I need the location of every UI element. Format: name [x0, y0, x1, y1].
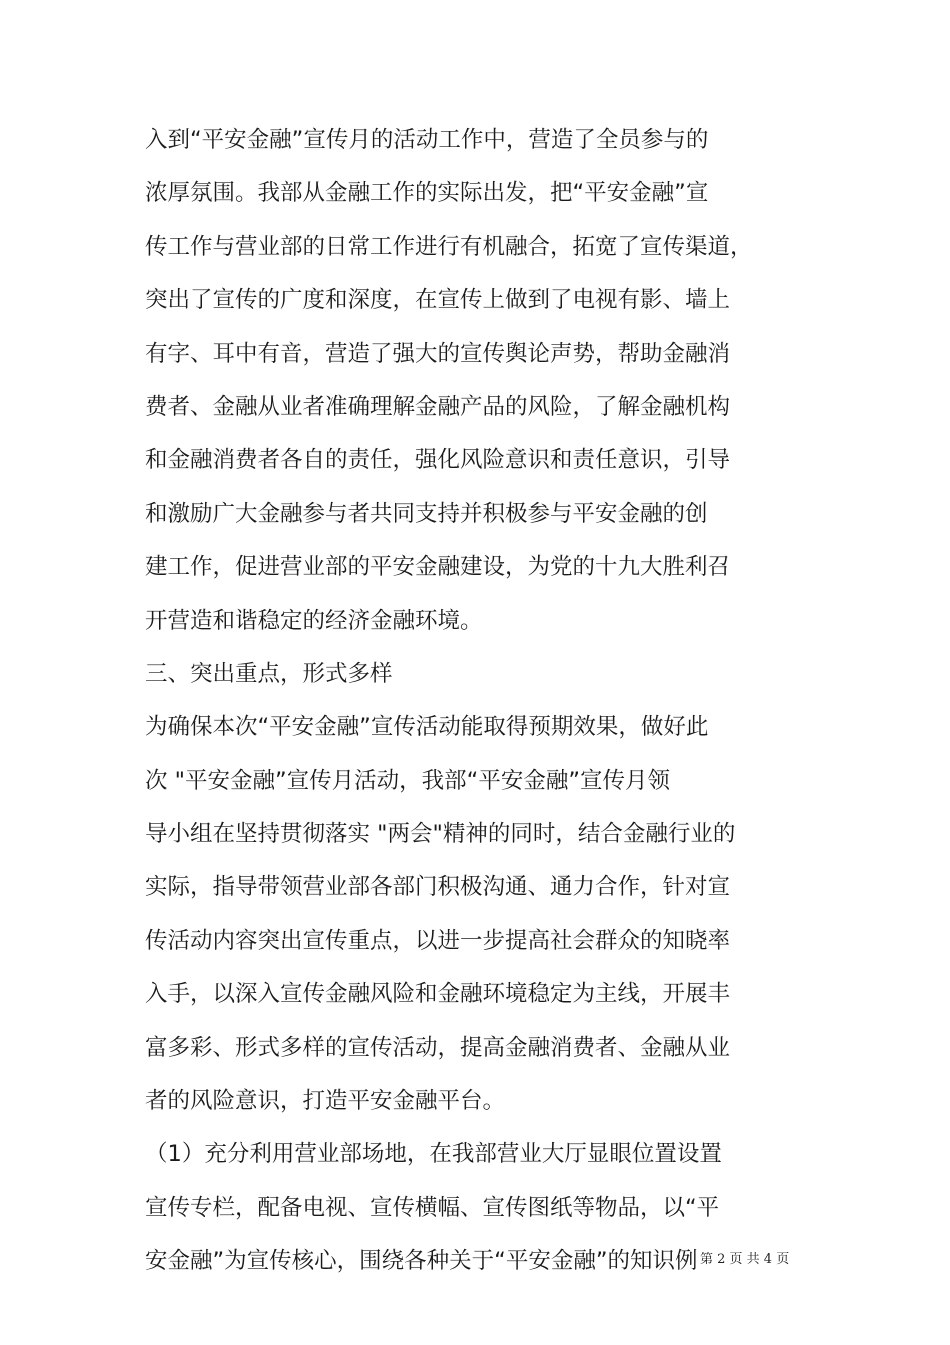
text-line: 传工作与营业部的日常工作进行有机融合，拓宽了宣传渠道， — [145, 233, 753, 260]
text-line: 有字、耳中有音，营造了强大的宣传舆论声势，帮助金融消 — [145, 340, 731, 367]
text-line: 次 "平安金融”宣传月活动，我部“平安金融”宣传月领 — [145, 767, 670, 794]
body-text — [145, 118, 805, 1293]
text-line: 开营造和谐稳定的经济金融环境。 — [145, 607, 483, 634]
text-line: 和金融消费者各自的责任，强化风险意识和责任意识，引导 — [145, 447, 731, 474]
text-line: 宣传专栏，配备电视、宣传横幅、宣传图纸等物品，以“平 — [145, 1194, 720, 1221]
text-line: 浓厚氛围。我部从金融工作的实际出发，把“平安金融”宣 — [145, 180, 709, 207]
text-line: 导小组在坚持贯彻落实 "两会"精神的同时，结合金融行业的 — [145, 821, 736, 848]
text-line: 入手，以深入宣传金融风险和金融环境稳定为主线，开展丰 — [145, 981, 731, 1008]
page-number-footer: 第 2 页 共 4 页 — [700, 1252, 790, 1267]
text-line: 入到“平安金融”宣传月的活动工作中，营造了全员参与的 — [145, 127, 709, 153]
list-item-heading: （1）充分利用营业部场地，在我部营业大厅显眼位置设置 — [145, 1141, 722, 1168]
text-line: 实际，指导带领营业部各部门积极沟通、通力合作，针对宣 — [145, 874, 731, 901]
text-line: 富多彩、形式多样的宣传活动，提高金融消费者、金融从业 — [145, 1034, 731, 1061]
text-line: 为确保本次“平安金融”宣传活动能取得预期效果，做好此 — [145, 714, 709, 741]
text-line: 和激励广大金融参与者共同支持并积极参与平安金融的创 — [145, 500, 708, 527]
text-line: 建工作，促进营业部的平安金融建设，为党的十九大胜利召 — [145, 554, 731, 581]
text-line: 传活动内容突出宣传重点，以进一步提高社会群众的知晓率 — [145, 927, 731, 954]
text-line: 者的风险意识，打造平安金融平台。 — [145, 1088, 506, 1115]
text-line: 费者、金融从业者准确理解金融产品的风险，了解金融机构 — [145, 393, 731, 420]
section-heading: 三、突出重点，形式多样 — [145, 660, 393, 687]
text-line: 安金融”为宣传核心，围绕各种关于“平安金融”的知识例 — [145, 1248, 698, 1275]
text-line: 突出了宣传的广度和深度，在宣传上做到了电视有影、墙上 — [145, 287, 731, 314]
